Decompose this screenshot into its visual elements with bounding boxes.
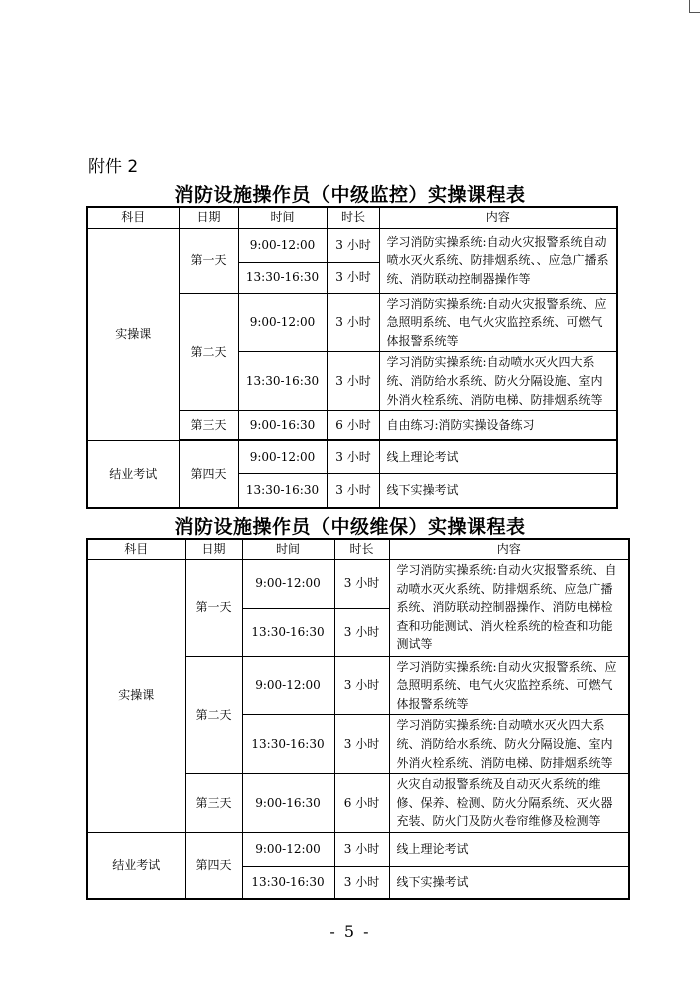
content-cell: 火灾自动报警系统及自动灭火系统的维修、保养、检测、防火分隔系统、灭火器充装、防火门及防火卷帘维修及检测等 [389, 774, 629, 833]
table1-title: 消防设施操作员（中级监控）实操课程表 [174, 184, 526, 206]
table-row [87, 228, 617, 262]
time-cell: 9:00-12:00 [242, 559, 334, 608]
duration-cell: 3 小时 [327, 228, 379, 262]
subject-cell: 实操课 [87, 559, 185, 832]
page-number: - 5 - [329, 922, 371, 941]
table2-header-row [87, 539, 629, 559]
table-row [87, 832, 629, 866]
col-time: 时间 [238, 207, 327, 228]
time-cell: 13:30-16:30 [242, 866, 334, 899]
table2-title: 消防设施操作员（中级维保）实操课程表 [174, 516, 526, 538]
content-cell: 学习消防实操系统:自动火灾报警系统、应急照明系统、电气火灾监控系统、可燃气体报警系统等 [379, 293, 617, 352]
duration-cell: 3 小时 [334, 656, 389, 715]
day-cell: 第三天 [179, 411, 238, 440]
content-cell: 线上理论考试 [389, 832, 629, 866]
table-row [87, 559, 629, 608]
content-cell: 学习消防实操系统:自动喷水灭火四大系统、消防给水系统、防火分隔设施、室内外消火栓系统、消防电梯、防排烟系统等 [389, 715, 629, 774]
time-cell: 9:00-12:00 [242, 832, 334, 866]
duration-cell: 6 小时 [334, 774, 389, 833]
duration-cell: 3 小时 [327, 352, 379, 411]
col-duration: 时长 [334, 539, 389, 559]
content-cell: 线下实操考试 [379, 474, 617, 508]
time-cell: 13:30-16:30 [238, 474, 327, 508]
duration-cell: 3 小时 [334, 715, 389, 774]
table-row [87, 441, 617, 474]
day-cell: 第一天 [179, 228, 238, 293]
time-cell: 13:30-16:30 [242, 715, 334, 774]
time-cell: 9:00-12:00 [238, 228, 327, 262]
day-cell: 第四天 [179, 441, 238, 508]
col-time: 时间 [242, 539, 334, 559]
col-subject: 科目 [87, 539, 185, 559]
subject-cell: 结业考试 [87, 832, 185, 899]
col-subject: 科目 [87, 207, 179, 228]
duration-cell: 3 小时 [327, 293, 379, 352]
duration-cell: 3 小时 [334, 866, 389, 899]
time-cell: 9:00-12:00 [242, 656, 334, 715]
table1-header-row [87, 207, 617, 228]
time-cell: 13:30-16:30 [242, 608, 334, 656]
maintenance-schedule-table [86, 538, 630, 900]
corner-crop-mark [689, 0, 700, 13]
time-cell: 9:00-12:00 [238, 293, 327, 352]
duration-cell: 3 小时 [334, 832, 389, 866]
col-duration: 时长 [327, 207, 379, 228]
col-date: 日期 [185, 539, 242, 559]
duration-cell: 3 小时 [334, 559, 389, 608]
content-cell: 自由练习:消防实操设备练习 [379, 411, 617, 440]
content-cell: 线下实操考试 [389, 866, 629, 899]
time-cell: 13:30-16:30 [238, 352, 327, 411]
content-cell: 学习消防实操系统:自动火灾报警系统自动喷水灭火系统、防排烟系统、、应急广播系统、消防联动控制器操作等 [379, 228, 617, 293]
subject-cell: 结业考试 [87, 441, 179, 508]
time-cell: 9:00-16:30 [242, 774, 334, 833]
time-cell: 13:30-16:30 [238, 262, 327, 293]
day-cell: 第四天 [185, 832, 242, 899]
content-cell: 线上理论考试 [379, 441, 617, 474]
content-cell: 学习消防实操系统:自动喷水灭火四大系统、消防给水系统、防火分隔设施、室内外消火栓系统、消防电梯、防排烟系统等 [379, 352, 617, 411]
duration-cell: 3 小时 [327, 262, 379, 293]
col-content: 内容 [389, 539, 629, 559]
subject-cell: 实操课 [87, 228, 179, 441]
monitoring-schedule-table [86, 206, 618, 509]
duration-cell: 3 小时 [334, 608, 389, 656]
duration-cell: 3 小时 [327, 441, 379, 474]
attachment-label: 附件 2 [88, 157, 139, 177]
time-cell: 9:00-12:00 [238, 441, 327, 474]
day-cell: 第三天 [185, 774, 242, 833]
col-content: 内容 [379, 207, 617, 228]
col-date: 日期 [179, 207, 238, 228]
day-cell: 第二天 [179, 293, 238, 411]
content-cell: 学习消防实操系统:自动火灾报警系统、应急照明系统、电气火灾监控系统、可燃气体报警系统等 [389, 656, 629, 715]
day-cell: 第二天 [185, 656, 242, 774]
day-cell: 第一天 [185, 559, 242, 656]
duration-cell: 3 小时 [327, 474, 379, 508]
content-cell: 学习消防实操系统:自动火灾报警系统、自动喷水灭火系统、防排烟系统、应急广播系统、消防联动控制器操作、消防电梯检查和功能测试、消火栓系统的检查和功能测试等 [389, 559, 629, 656]
duration-cell: 6 小时 [327, 411, 379, 440]
time-cell: 9:00-16:30 [238, 411, 327, 440]
